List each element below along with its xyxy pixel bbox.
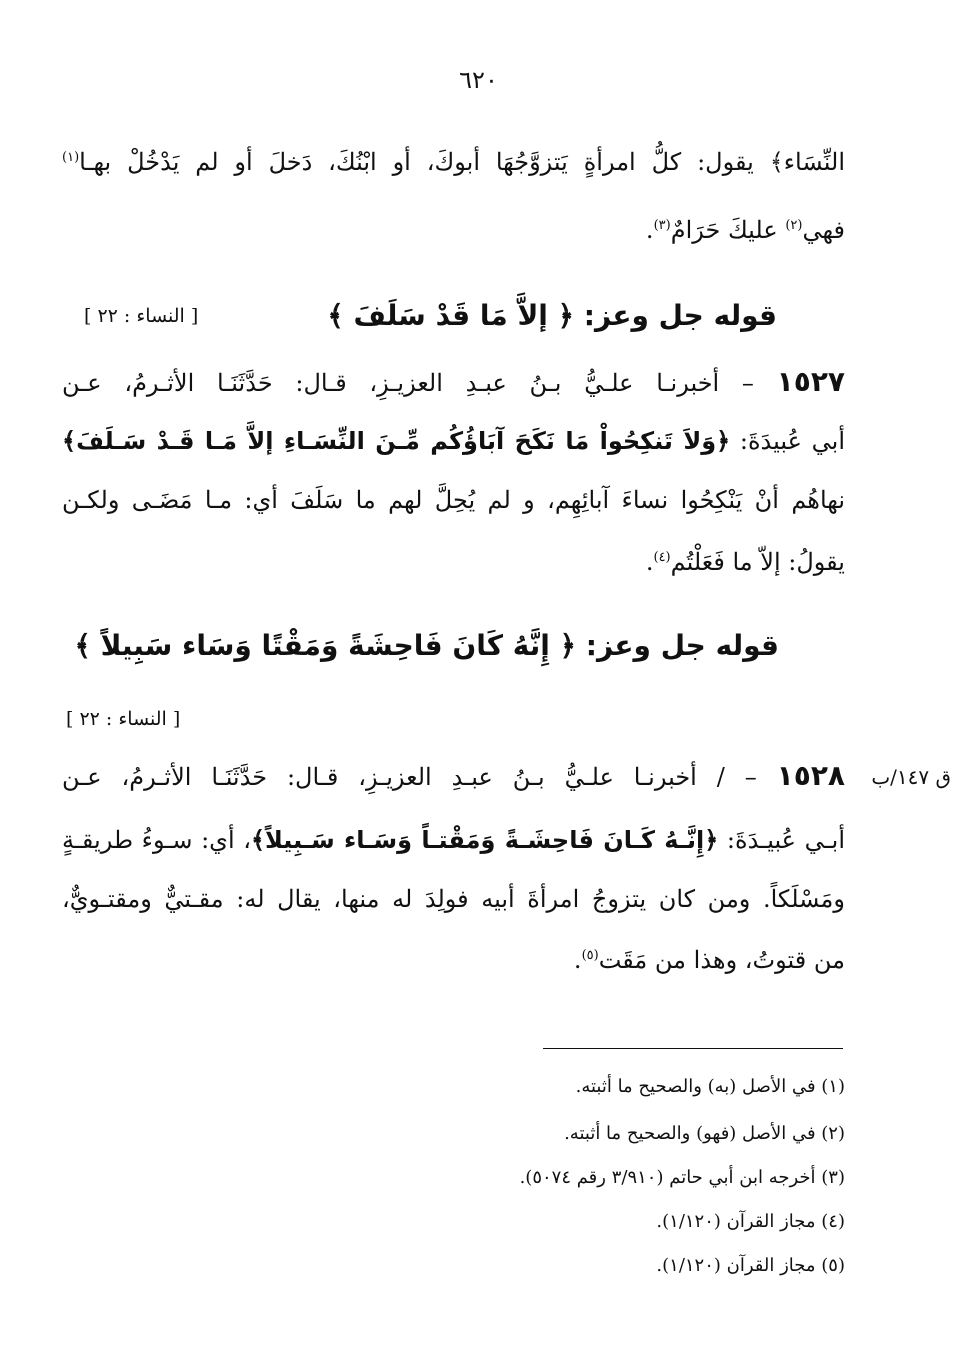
hadith-1528-line-4-end: . (573, 946, 582, 974)
hadith-1528-line-4-text: من قتوتُ، وهذا من مَقَت (598, 946, 845, 974)
quran-quote-1528: ﴿إِنَّـهُ كَـانَ فَاحِشَـةً وَمَقْتـاً وَسَـاء سَـبِيلاً﴾ (250, 826, 719, 854)
footnote-4: (٤) مجاز القرآن (١/١٢٠). (656, 1211, 845, 1232)
page-number: ٦٢٠ (459, 66, 498, 94)
hadith-1528-line-2 (62, 820, 845, 860)
hadith-number-1528: ١٥٢٨ (776, 759, 845, 792)
footnote-ref-5[interactable]: (٥) (581, 948, 599, 963)
verse-reference-2: [ النساء : ٢٢ ] (66, 708, 181, 730)
hadith-1527-line-2-text: أبي عُبيدَةَ: (739, 427, 845, 455)
hadith-1527-line-4 (62, 538, 845, 582)
footnote-1: (١) في الأصل (به) والصحيح ما أثبته. (575, 1076, 845, 1097)
hadith-1527-line-4-text: يقولُ: إلاّ ما فَعَلْتُم (670, 548, 845, 576)
footnote-5: (٥) مجاز القرآن (١/١٢٠). (656, 1255, 845, 1276)
manuscript-folio-note: ق ١٤٧/ب (871, 765, 951, 789)
intro-line-1 (62, 138, 845, 182)
hadith-1528-line-3 (62, 879, 845, 919)
hadith-1528-line-1-text: – / أخبرنـا علـيُّ بـنُ عبـدِ العزيـزِ، قـال: حَدَّثَنَـا الأثـرمُ، عـن (62, 763, 757, 791)
intro-line-1-text: النِّسَاء﴾ يقول: كلُّ امرأةٍ يَتزوَّجُهَا أبوكَ، أو ابْنُكَ، دَخلَ أو لم يَدْخُلْ بهـا (79, 148, 845, 176)
footnote-ref-2[interactable]: (٢) (785, 218, 803, 233)
hadith-1528-line-3-text: ومَسْلَكاً. ومن كان يتزوجُ امرأةَ أبيه فولِدَ له منها، يقال له: مقـتيٌّ ومقتـويٌّ، (62, 885, 845, 913)
footnote-ref-4[interactable]: (٤) (653, 550, 671, 565)
hadith-1527-line-1-text: – أخبرنـا علـيُّ بـنُ عبـدِ العزيـزِ، قـال: حَدَّثَنَـا الأثـرمُ، عـن (62, 369, 754, 397)
footnote-divider (543, 1048, 843, 1049)
section-heading-2: قوله جل وعز: ﴿ إِنَّهُ كَانَ فَاحِشَةً وَمَقْتًا وَسَاء سَبِيلاً ﴾ (74, 629, 779, 662)
hadith-1527-line-4-end: . (645, 548, 654, 576)
footnote-2: (٢) في الأصل (فهو) والصحيح ما أثبته. (564, 1123, 845, 1144)
hadith-1527-line-3-text: نهاهُم أنْ يَنْكِحُوا نساءَ آبائِهِم، و لم يُحِلَّ لهم ما سَلَفَ أي: مـا مَضَـى ولكـن (62, 486, 845, 514)
hadith-1527-line-2 (62, 421, 845, 461)
intro-line-2 (62, 206, 845, 250)
hadith-1528-line-2-text-b: ، أي: سـوءُ طريقـةٍ (62, 826, 251, 854)
intro-line-2-text-b: عليكَ حَرَامٌ (670, 216, 778, 244)
hadith-number-1527: ١٥٢٧ (776, 365, 845, 398)
section-heading-1: قوله جل وعز: ﴿ إلاَّ مَا قَدْ سَلَفَ ﴾ (327, 299, 777, 332)
footnote-3: (٣) أخرجه ابن أبي حاتم (٣/٩١٠ رقم ٥٠٧٤). (519, 1167, 845, 1188)
verse-reference-1: [ النساء : ٢٢ ] (84, 305, 199, 327)
intro-line-2-end: . (645, 216, 654, 244)
quran-quote-1527: ﴿وَلاَ تَنكِحُواْ مَا نَكَحَ آبَاؤُكُم مِّـنَ النِّسَـاءِ إلاَّ مَـا قَـدْ سَـلَفَ﴾ (62, 427, 731, 455)
hadith-1528-line-4 (62, 936, 845, 980)
hadith-1527-line-3 (62, 480, 845, 520)
hadith-1527-line-1 (62, 362, 845, 403)
hadith-1528-line-2-text-a: أبـي عُبيـدَةَ: (726, 826, 845, 854)
hadith-1528-line-1 (62, 756, 845, 797)
footnote-ref-1[interactable]: (١) (62, 150, 80, 165)
footnote-ref-3[interactable]: (٣) (653, 218, 671, 233)
intro-line-2-text-a: فهي (802, 216, 845, 244)
